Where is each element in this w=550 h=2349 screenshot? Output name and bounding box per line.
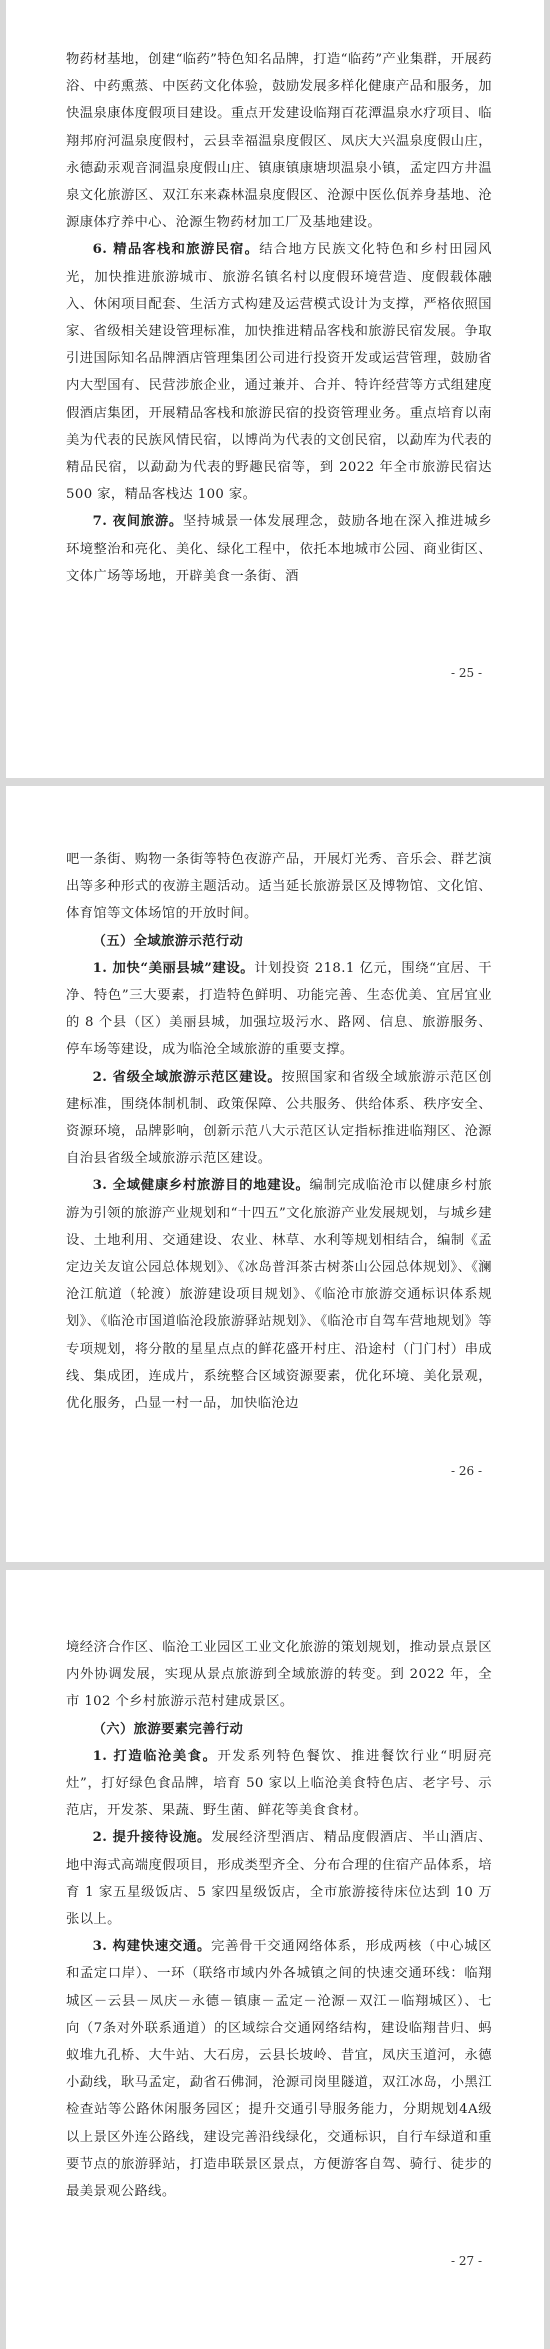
paragraph: 3. 全域健康乡村旅游目的地建设。编制完成临沧市以健康乡村旅游为引领的旅游产业规划和“十四五”文化旅游产业发展规划，与城乡建设、土地利用、交通建设、农业、林草、水利等规划相结合，编制《孟定边关友谊公园总体规划》、《冰岛普洱茶古树茶山公园总体规划》、《澜沧江航道（轮渡）旅游建设项目规划》、《临沧市旅游交通标识体系规划》、《临沧市国道临沧段旅游驿站规划》、《临沧市自驾车营地规划》等专项规划，将分散的星星点点的鲜花盛开村庄、沿途村（门门村）串成线、集成团，连成片，系统整合区域资源要素，优化环境、美化景观，优化服务，凸显一村一品，加快临沧边 <box>66 1178 492 1412</box>
section-heading: （五）全域旅游示范行动 <box>92 933 244 949</box>
paragraph <box>66 1716 492 1743</box>
paragraph: 物药材基地，创建“临药”特色知名品牌，打造“临药”产业集群，开展药浴、中药熏蒸、中医药文化体验，鼓励发展多样化健康产品和服务，加快温泉康体度假项目建设。重点开发建设临翔百花潭温泉水疗项目、临翔邦府河温泉度假村，云县幸福温泉度假区、凤庆大兴温泉度假山庄，永德勐汞观音洞温泉度假山庄、镇康镇康塘坝温泉小镇，孟定四方井温泉文化旅游区、双江东来森林温泉度假区、沧源中医仫佤养身基地、沧源康体疗养中心、沧源生物药材加工厂及基地建设。 <box>66 52 492 231</box>
paragraph <box>66 928 492 955</box>
section-heading: 7. 夜间旅游。 <box>92 514 183 530</box>
section-heading: （六）旅游要素完善行动 <box>92 1721 244 1737</box>
paragraph: 2. 提升接待设施。发展经济型酒店、精品度假酒店、半山酒店、地中海式高端度假项目，形成类型齐全、分布合理的住宿产品体系，培育 1 家五星级饭店、5 家四星级饭店，全市旅游接待床位达到 10 万张以上。 <box>66 1830 492 1928</box>
document-page-27 <box>6 1570 544 2349</box>
page-number: - 26 - <box>450 1464 482 1478</box>
section-heading: 1. 打造临沧美食。 <box>92 1748 218 1764</box>
section-heading: 2. 提升接待设施。 <box>92 1830 212 1846</box>
section-heading: 6. 精品客栈和旅游民宿。 <box>92 242 260 258</box>
section-heading: 1. 加快“美丽县城”建设。 <box>92 960 255 976</box>
section-heading: 3. 全域健康乡村旅游目的地建设。 <box>92 1178 310 1194</box>
section-heading: 3. 构建快速交通。 <box>92 1939 212 1955</box>
document-page-26 <box>6 786 544 1562</box>
paragraph: 2. 省级全域旅游示范区建设。按照国家和省级全域旅游示范区创建标准，围绕体制机制、政策保障、公共服务、供给体系、秩序安全、资源环境，品牌影响，创新示范八大示范区认定指标推进临翔区、沧源自治县省级全域旅游示范区建设。 <box>66 1069 492 1167</box>
document-page-25 <box>6 0 544 778</box>
paragraph: 1. 打造临沧美食。开发系列特色餐饮、推进餐饮行业“明厨亮灶”，打好绿色食品牌，培育 50 家以上临沧美食特色店、老字号、示范店，开发茶、果蔬、野生菌、鲜花等美食食材。 <box>66 1748 492 1819</box>
section-heading: 2. 省级全域旅游示范区建设。 <box>92 1069 282 1085</box>
paragraph: 吧一条街、购物一条街等特色夜游产品，开展灯光秀、音乐会、群艺演出等多种形式的夜游主题活动。适当延长旅游景区及博物馆、文化馆、体育馆等文体场馆的开放时间。 <box>66 852 492 922</box>
paragraph: 境经济合作区、临沧工业园区工业文化旅游的策划规划，推动景点景区内外协调发展，实现从景点旅游到全域旅游的转变。到 2022 年，全市 102 个乡村旅游示范村建成景区。 <box>66 1640 492 1710</box>
paragraph: 3. 构建快速交通。完善骨干交通网络体系，形成两核（中心城区和孟定口岸）、一环（联络市域内外各城镇之间的快速交通环线：临翔城区－云县－凤庆－永德－镇康－孟定－沧源－双江－临翔城区）、七向（7条对外联系通道）的区域综合交通网络结构，建设临翔昔归、蚂蚁堆九孔桥、大牛站、大石房，云县长坡岭、昔宜，凤庆玉道河，永德小勐线，耿马孟定，勐省石佛洞，沧源司岗里隧道，双江冰岛，小黑江检查站等公路休闲服务园区；提升交通引导服务能力，分期规划4A级以上景区外连公路线，建设完善沿线绿化，交通标识，自行车绿道和重要节点的旅游驿站，打造串联景区景点，方便游客自驾、骑行、徒步的最美景观公路线。 <box>66 1939 492 2200</box>
paragraph: 6. 精品客栈和旅游民宿。结合地方民族文化特色和乡村田园风光，加快推进旅游城市、旅游名镇名村以度假环境营造、度假载体融入、休闲项目配套、生活方式构建及运营模式设计为支撑，严格依照国家、省级相关建设管理标准，加快推进精品客栈和旅游民宿发展。争取引进国际知名品牌酒店管理集团公司进行投资开发或运营管理，鼓励省内大型国有、民营涉旅企业，通过兼并、合并、特许经营等方式组建度假酒店集团，开展精品客栈和旅游民宿的投资管理业务。重点培育以南美为代表的民族风情民宿，以博尚为代表的文创民宿，以勐库为代表的精品民宿，以勐勐为代表的野趣民宿等，到 2022 年全市旅游民宿达 500 家，精品客栈达 100 家。 <box>66 242 492 503</box>
page-number: - 25 - <box>450 666 482 680</box>
page-number: - 27 - <box>450 2254 482 2268</box>
paragraph: 1. 加快“美丽县城”建设。计划投资 218.1 亿元，围绕“宜居、干净、特色”三大要素，打造特色鲜明、功能完善、生态优美、宜居宜业的 8 个县（区）美丽县城，加强垃圾污水、路网、信息、旅游服务、停车场等建设，成为临沧全域旅游的重要支撑。 <box>66 960 492 1058</box>
paragraph: 7. 夜间旅游。坚持城景一体发展理念，鼓励各地在深入推进城乡环境整治和亮化、美化、绿化工程中，依托本地城市公园、商业街区、文体广场等场地，开辟美食一条街、酒 <box>66 514 492 584</box>
